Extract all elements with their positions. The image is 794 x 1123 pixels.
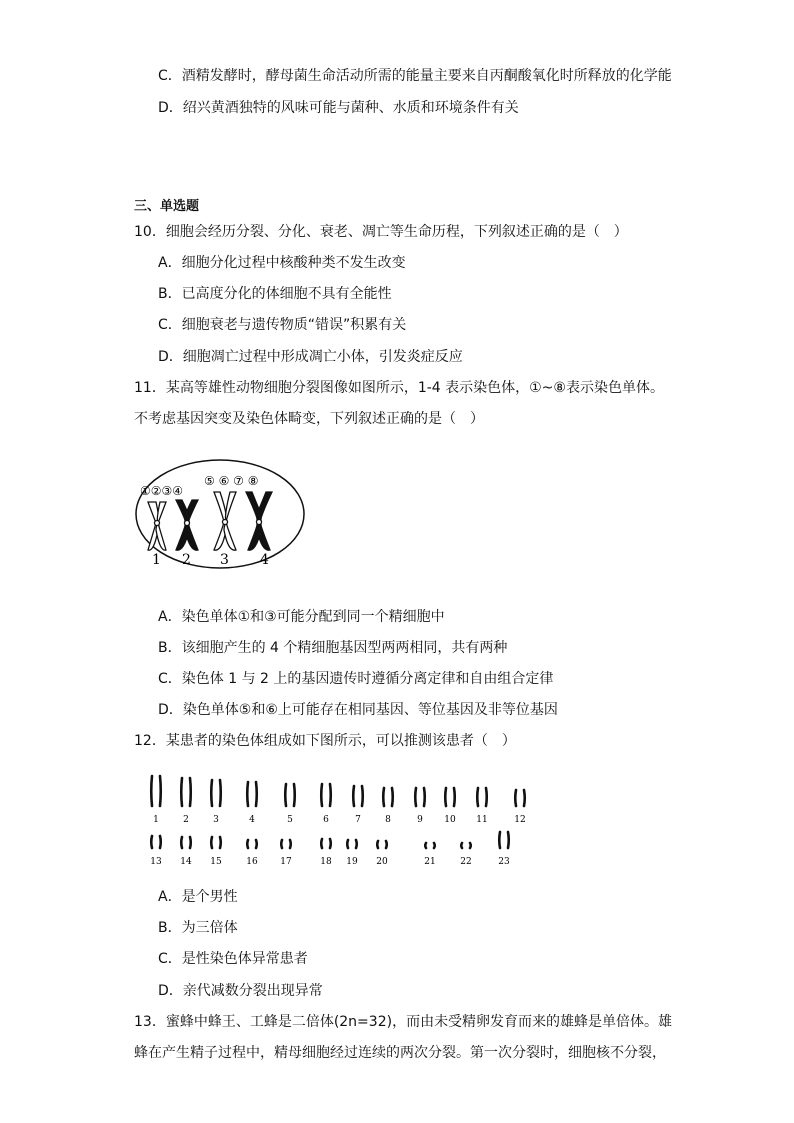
chromosome-pair-2 <box>181 778 191 806</box>
q11-option-b: B．该细胞产生的 4 个精细胞基因型两两相同，共有两种 <box>158 640 508 656</box>
chromosome-pair-label-14: 14 <box>180 857 192 867</box>
q10-option-c: C．细胞衰老与遗传物质“错误”积累有关 <box>158 317 407 333</box>
q12-option-b: B．为三倍体 <box>158 920 238 936</box>
q13-line2: 蜂在产生精子过程中，精母细胞经过连续的两次分裂。第一次分裂时，细胞核不分裂， <box>134 1045 666 1061</box>
chromosome-pair-6 <box>321 784 331 806</box>
section-title: 三、单选题 <box>134 199 200 214</box>
chromosome-pair-label-2: 2 <box>183 815 189 825</box>
chromosome-number-2: 2 <box>182 552 191 568</box>
chromosome-pair-label-18: 18 <box>320 857 332 867</box>
cell-division-figure <box>134 458 306 570</box>
chromosome-pair-7 <box>353 786 363 806</box>
chromosome-pair-13 <box>151 836 161 848</box>
q10-option-d: D．细胞凋亡过程中形成凋亡小体，引发炎症反应 <box>158 349 463 365</box>
chromosome-pair-label-5: 5 <box>287 815 293 825</box>
chromosome-pair-4 <box>247 782 257 806</box>
chromosome-pair-5 <box>285 784 295 806</box>
chromosome-pair-label-21: 21 <box>424 857 436 867</box>
chromosome-pair-label-4: 4 <box>249 815 255 825</box>
q11-stem-line2: 不考虑基因突变及染色体畸变，下列叙述正确的是（ ） <box>134 411 484 427</box>
chromosome-2 <box>176 500 198 550</box>
q12-option-c: C．是性染色体异常患者 <box>158 951 308 967</box>
chromosome-pair-label-11: 11 <box>476 815 488 825</box>
chromosome-pair-20 <box>377 841 387 848</box>
chromosome-pair-14 <box>181 837 191 848</box>
q9-option-c: C．酒精发酵时，酵母菌生命活动所需的能量主要来自丙酮酸氧化时所释放的化学能 <box>158 68 672 84</box>
chromosome-pair-23 <box>499 832 509 848</box>
chromosome-3 <box>214 492 236 550</box>
chromosome-pair-22 <box>461 843 471 848</box>
q10-stem: 10．细胞会经历分裂、分化、衰老、凋亡等生命历程，下列叙述正确的是（ ） <box>134 224 628 240</box>
chromosome-pair-label-10: 10 <box>444 815 456 825</box>
chromosome-pair-label-7: 7 <box>355 815 361 825</box>
q11-option-d: D．染色单体⑤和⑥上可能存在相同基因、等位基因及非等位基因 <box>158 702 558 718</box>
chromosome-pair-11 <box>477 788 487 806</box>
chromosome-number-4: 4 <box>260 552 269 568</box>
chromosome-pair-label-13: 13 <box>150 857 162 867</box>
chromosome-pair-label-19: 19 <box>346 857 358 867</box>
chromosome-number-3: 3 <box>220 552 229 568</box>
chromosome-1 <box>148 502 166 550</box>
chromatid-labels-1-4: ①②③④ <box>140 484 184 498</box>
chromosome-pair-19 <box>347 840 357 848</box>
chromosome-pair-17 <box>281 840 291 848</box>
chromosome-pair-label-8: 8 <box>385 815 391 825</box>
chromosome-pair-15 <box>211 837 221 848</box>
q11-option-a: A．染色单体①和③可能分配到同一个精细胞中 <box>158 609 445 625</box>
chromosome-pair-12 <box>515 790 525 806</box>
q12-option-d: D．亲代减数分裂出现异常 <box>158 983 323 999</box>
chromosome-pair-1 <box>151 776 161 806</box>
chromosome-pair-3 <box>211 780 221 806</box>
chromosome-pair-label-17: 17 <box>280 857 292 867</box>
q13-line1: 13．蜜蜂中蜂王、工蜂是二倍体(2n=32)，而由未受精卵发育而来的雄蜂是单倍体。雄 <box>134 1014 673 1030</box>
chromosome-4 <box>246 492 272 550</box>
q12-option-a: A．是个男性 <box>158 889 238 905</box>
chromosome-pair-label-23: 23 <box>498 857 510 867</box>
chromosome-pair-8 <box>383 788 393 806</box>
chromosome-pair-label-16: 16 <box>246 857 258 867</box>
chromosome-pair-10 <box>445 788 455 806</box>
q10-option-b: B．已高度分化的体细胞不具有全能性 <box>158 286 392 302</box>
q11-stem-line1: 11．某高等雄性动物细胞分裂图像如图所示，1-4 表示染色体，①~⑧表示染色单体。 <box>134 380 664 396</box>
q11-option-c: C．染色体 1 与 2 上的基因遗传时遵循分离定律和自由组合定律 <box>158 671 554 687</box>
chromosome-pair-label-3: 3 <box>213 815 219 825</box>
q12-stem: 12．某患者的染色体组成如下图所示，可以推测该患者（ ） <box>134 733 516 749</box>
chromosome-pair-label-12: 12 <box>514 815 526 825</box>
chromosome-pair-label-20: 20 <box>376 857 388 867</box>
chromosome-pair-18 <box>321 839 331 848</box>
chromosome-pair-label-9: 9 <box>417 815 423 825</box>
chromatid-labels-5-8: ⑤ ⑥ ⑦ ⑧ <box>204 474 259 488</box>
q9-option-d: D．绍兴黄酒独特的风味可能与菌种、水质和环境条件有关 <box>158 100 519 116</box>
chromosome-pair-label-1: 1 <box>153 815 159 825</box>
chromosome-number-1: 1 <box>152 552 161 568</box>
q10-option-a: A．细胞分化过程中核酸种类不发生改变 <box>158 255 406 271</box>
chromosome-pair-label-15: 15 <box>210 857 222 867</box>
chromosome-pair-16 <box>247 840 257 848</box>
chromosome-pair-21 <box>425 843 435 848</box>
karyotype-figure <box>140 768 540 870</box>
chromosome-pair-9 <box>415 788 425 806</box>
chromosome-pair-label-6: 6 <box>323 815 329 825</box>
chromosome-pair-label-22: 22 <box>460 857 472 867</box>
